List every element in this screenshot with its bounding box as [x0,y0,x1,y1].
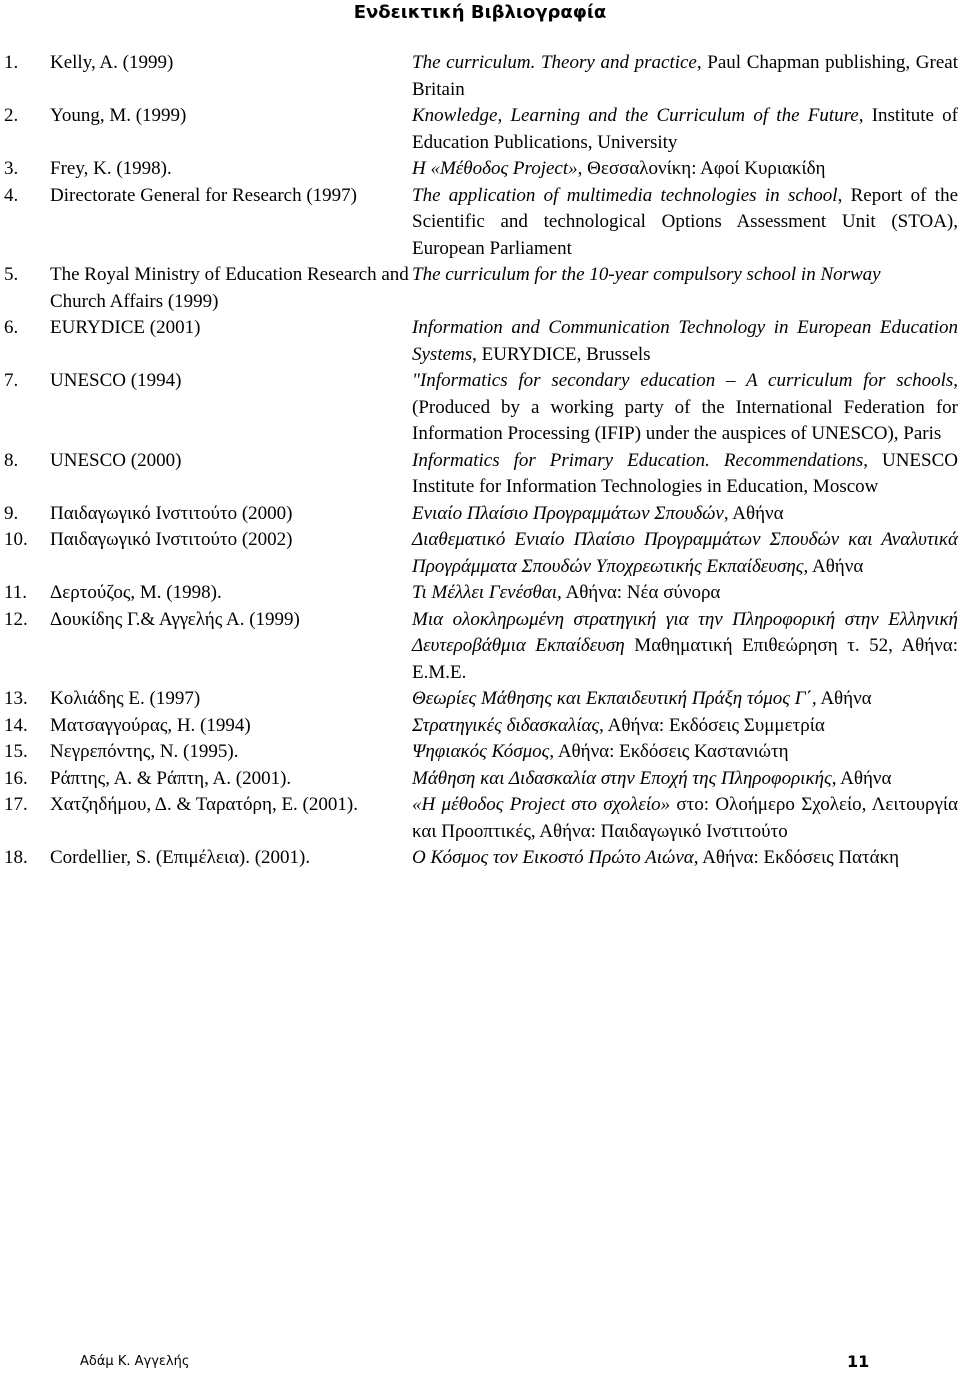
entry-reference [412,368,958,448]
entry-author: Δουκίδης Γ.& Αγγελής Α. (1999) [50,608,300,630]
entry-reference [412,315,958,368]
entry-number: 13. [4,688,28,709]
entry-author: Frey, K. (1998). [50,158,172,179]
bibliography-entry-4 [4,183,960,263]
entry-number: 14. [4,714,28,736]
entry-number: 4. [4,184,19,206]
entry-number: 17. [4,794,28,815]
entry-reference [412,50,958,103]
entry-title: «Η μέθοδος Project στο σχολείο» [412,794,671,815]
entry-title: The curriculum for the 10-year compulsory school in Norway [412,264,881,285]
entry-details: , Institute of Education Publications, University [412,105,958,153]
entry-author: Νεγρεπόντης, Ν. (1995). [50,741,239,762]
entry-details: , (Produced by a working party of the International Federation for Information Processing (IFIP) under the auspices of UNESCO), Paris [412,370,958,444]
entry-title: Η «Μέθοδος Project» [412,158,578,179]
entry-author: EURYDICE (2001) [50,317,201,338]
entry-author: Παιδαγωγικό Ινστιτούτο (2000) [50,502,293,524]
entry-title: Ενιαίο Πλαίσιο Προγραμμάτων Σπουδών [412,502,724,524]
bibliography-entry-7 [4,368,960,448]
footer-author: Αδάμ Κ. Αγγελής [80,1354,190,1369]
page-number: 11 [847,1352,870,1371]
entry-reference [412,183,958,263]
bibliography-entry-10 [4,527,960,580]
entry-title: The curriculum. Theory and practice [412,52,697,73]
entry-title: Μια ολοκληρωμένη στρατηγική για την Πληροφορική στην Ελληνική Δευτεροβάθμια Εκπαίδευση [412,608,958,656]
entry-details: , Αθήνα: Εκδόσεις Πατάκη [693,847,900,868]
bibliography-entry-16 [4,766,960,793]
entry-details: , Αθήνα: Εκδόσεις Καστανιώτη [549,741,789,762]
entry-number: 6. [4,317,19,338]
entry-reference [412,527,958,580]
entry-reference [412,713,958,740]
entry-details: , Αθήνα: Εκδόσεις Συμμετρία [599,714,825,736]
entry-author: Cordellier, S. (Επιμέλεια). (2001). [50,847,311,868]
entry-details: στο: Ολοήμερο Σχολείο, Λειτουργία και Προοπτικές, Αθήνα: Παιδαγωγικό Ινστιτούτο [412,794,958,842]
entry-number: 18. [4,847,28,868]
bibliography-entry-17 [4,792,960,845]
entry-details: , EURYDICE, Brussels [472,343,651,365]
entry-details: Αθήνα [816,688,872,709]
entry-author: UNESCO (2000) [50,449,182,471]
entry-title: Ψηφιακός Κόσμος [412,741,550,762]
entry-number: 10. [4,529,28,550]
entry-title: Θεωρίες Μάθησης και Εκπαιδευτική Πράξη τόμος Γ΄, [412,688,817,709]
entry-number: 3. [4,158,19,179]
bibliography-entry-8 [4,448,960,501]
entry-reference [412,739,958,766]
entry-reference [412,103,958,156]
entry-author: The Royal Ministry of Education Research and Church Affairs (1999) [50,264,409,312]
entry-number: 5. [4,264,19,285]
entry-reference [412,607,958,687]
entry-title: Στρατηγικές διδασκαλίας [412,714,600,736]
entry-details: Μαθηματική Επιθεώρηση τ. 52, Αθήνα: Ε.Μ.Ε. [412,635,959,683]
bibliography-entry-18 [4,845,960,872]
entry-reference [412,766,958,793]
entry-details: Αθήνα: Νέα σύνορα [561,582,721,603]
entry-number: 2. [4,105,19,126]
bibliography-entry-1 [4,50,960,103]
entry-author: Kelly, A. (1999) [50,52,174,73]
entry-reference [412,501,958,528]
bibliography-entry-12 [4,607,960,687]
bibliography-entry-14 [4,713,960,740]
entry-title: Ο Κόσμος τον Εικοστό Πρώτο Αιώνα [412,847,694,868]
entry-title: "Informatics for secondary education – A curriculum for schools [412,370,954,391]
page-title: Ενδεικτική Βιβλιογραφία [353,2,607,23]
bibliography-entry-11 [4,580,960,607]
bibliography-entry-2 [4,103,960,156]
bibliography-entry-6 [4,315,960,368]
entry-reference [412,156,958,183]
entry-author: Young, M. (1999) [50,105,187,126]
entry-number: 8. [4,449,19,471]
entry-number: 1. [4,52,19,73]
entry-title: Διαθεματικό Ενιαίο Πλαίσιο Προγραμμάτων Σπουδών και Αναλυτικά Προγράμματα Σπουδών Υποχρεωτικής Εκπαίδευσης [412,529,958,577]
entry-number: 9. [4,502,19,524]
entry-reference [412,262,958,315]
bibliography-list [4,50,960,872]
entry-number: 16. [4,767,28,789]
entry-author: Κολιάδης Ε. (1997) [50,688,201,709]
entry-reference [412,580,958,607]
entry-reference [412,845,958,872]
entry-reference [412,792,958,845]
entry-details: , UNESCO Institute for Information Technologies in Education, Moscow [412,449,958,497]
entry-author: Δερτούζος, Μ. (1998). [50,582,222,603]
entry-details: , Αθήνα [723,502,784,524]
bibliography-entry-9 [4,501,960,528]
entry-details: , Θεσσαλονίκη: Αφοί Κυριακίδη [577,158,826,179]
entry-title: Τι Μέλλει Γενέσθαι, [412,582,562,603]
bibliography-entry-3 [4,156,960,183]
bibliography-entry-13 [4,686,960,713]
entry-details: , Αθήνα [831,767,892,789]
entry-details: , Αθήνα [803,555,864,577]
entry-title: The application of multimedia technologies in school [412,184,838,206]
entry-author: Directorate General for Research (1997) [50,184,358,206]
bibliography-entry-15 [4,739,960,766]
entry-number: 15. [4,741,28,762]
entry-title: Information and Communication Technology in European Education Systems [412,317,958,365]
entry-author: Ματσαγγούρας, Η. (1994) [50,714,251,736]
entry-title: Knowledge, Learning and the Curriculum of the Future [412,105,859,126]
entry-number: 12. [4,608,28,630]
entry-reference [412,448,958,501]
entry-author: Παιδαγωγικό Ινστιτούτο (2002) [50,529,293,550]
entry-number: 11. [4,582,28,603]
entry-author: UNESCO (1994) [50,370,182,391]
entry-author: Χατζηδήμου, Δ. & Ταρατόρη, Ε. (2001). [50,794,358,815]
entry-author: Ράπτης, Α. & Ράπτη, Α. (2001). [50,767,292,789]
entry-title: Informatics for Primary Education. Recommendations [412,449,864,471]
entry-details: , Paul Chapman publishing, Great Britain [412,52,958,100]
entry-reference [412,686,958,713]
entry-title: Μάθηση και Διδασκαλία στην Εποχή της Πληροφορικής [412,767,832,789]
bibliography-entry-5 [4,262,960,315]
entry-details: , Report of the Scientific and technological Options Assessment Unit (STOA), European Parliament [412,184,958,259]
entry-number: 7. [4,370,19,391]
